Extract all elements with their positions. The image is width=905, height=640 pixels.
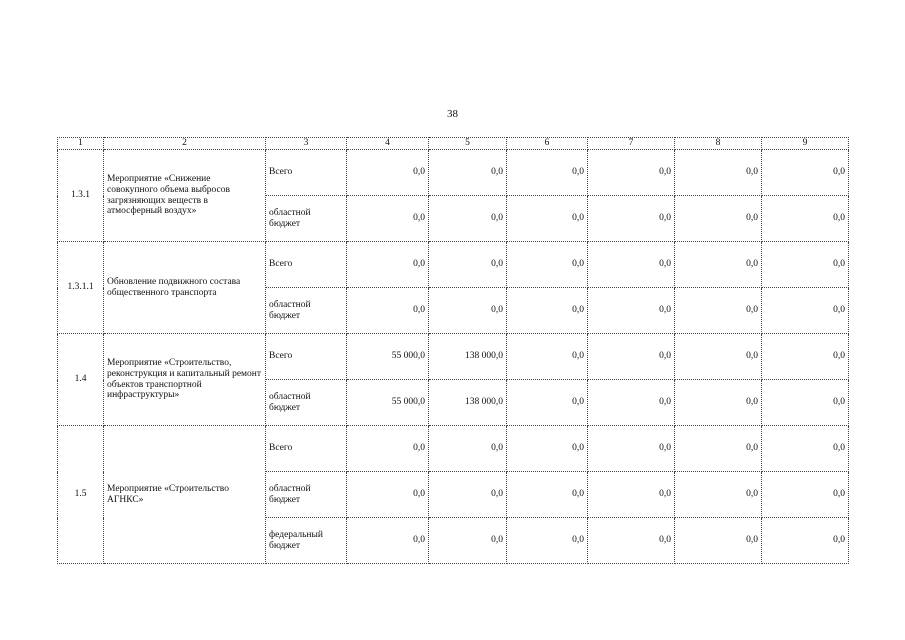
value-cell: 138 000,0	[429, 380, 507, 426]
value-cell: 0,0	[429, 518, 507, 564]
table-body	[58, 138, 849, 564]
value-cell: 0,0	[347, 426, 429, 472]
value-cell: 0,0	[507, 380, 588, 426]
funding-source: федеральный бюджет	[266, 518, 347, 564]
funding-source: областной бюджет	[266, 472, 347, 518]
value-cell: 0,0	[429, 472, 507, 518]
value-cell: 0,0	[347, 150, 429, 196]
value-cell: 0,0	[588, 518, 675, 564]
value-cell: 0,0	[347, 518, 429, 564]
header-cell: 9	[762, 138, 849, 150]
table-header-row	[58, 138, 849, 150]
value-cell: 0,0	[762, 242, 849, 288]
value-cell: 0,0	[507, 518, 588, 564]
item-name: Обновление подвижного состава общественного транспорта	[104, 242, 266, 334]
value-cell: 0,0	[429, 150, 507, 196]
value-cell: 0,0	[429, 242, 507, 288]
value-cell: 0,0	[507, 242, 588, 288]
value-cell: 0,0	[507, 334, 588, 380]
funding-source: Всего	[266, 242, 347, 288]
value-cell: 0,0	[762, 334, 849, 380]
value-cell: 0,0	[588, 242, 675, 288]
header-cell: 8	[675, 138, 762, 150]
value-cell: 0,0	[507, 196, 588, 242]
funding-source: областной бюджет	[266, 196, 347, 242]
header-cell: 3	[266, 138, 347, 150]
value-cell: 0,0	[675, 242, 762, 288]
page-number: 38	[447, 108, 458, 120]
value-cell: 0,0	[588, 380, 675, 426]
value-cell: 0,0	[762, 288, 849, 334]
value-cell: 0,0	[429, 288, 507, 334]
value-cell: 0,0	[762, 426, 849, 472]
value-cell: 0,0	[675, 150, 762, 196]
value-cell: 0,0	[347, 196, 429, 242]
value-cell: 0,0	[588, 426, 675, 472]
budget-table	[57, 137, 849, 564]
funding-source: Всего	[266, 150, 347, 196]
table-row	[58, 242, 849, 288]
header-cell: 5	[429, 138, 507, 150]
header-cell: 7	[588, 138, 675, 150]
header-cell: 1	[58, 138, 104, 150]
value-cell: 0,0	[762, 150, 849, 196]
value-cell: 0,0	[347, 472, 429, 518]
funding-source: Всего	[266, 426, 347, 472]
value-cell: 0,0	[675, 288, 762, 334]
value-cell: 0,0	[588, 472, 675, 518]
value-cell: 0,0	[675, 472, 762, 518]
table-row	[58, 150, 849, 196]
header-cell: 6	[507, 138, 588, 150]
value-cell: 0,0	[762, 380, 849, 426]
funding-source: Всего	[266, 334, 347, 380]
table-row	[58, 426, 849, 472]
item-name: Мероприятие «Строительство АГНКС»	[104, 426, 266, 564]
value-cell: 0,0	[507, 472, 588, 518]
funding-source: областной бюджет	[266, 380, 347, 426]
value-cell: 0,0	[347, 242, 429, 288]
item-code: 1.3.1.1	[58, 242, 104, 334]
item-code: 1.4	[58, 334, 104, 426]
value-cell: 138 000,0	[429, 334, 507, 380]
funding-source: областной бюджет	[266, 288, 347, 334]
header-cell: 4	[347, 138, 429, 150]
table-row	[58, 334, 849, 380]
item-name: Мероприятие «Снижение совокупного объема выбросов загрязняющих веществ в атмосферный воздух»	[104, 150, 266, 242]
value-cell: 0,0	[762, 518, 849, 564]
value-cell: 0,0	[429, 426, 507, 472]
value-cell: 0,0	[347, 288, 429, 334]
value-cell: 0,0	[429, 196, 507, 242]
value-cell: 0,0	[507, 288, 588, 334]
value-cell: 0,0	[588, 196, 675, 242]
value-cell: 0,0	[675, 334, 762, 380]
value-cell: 0,0	[588, 150, 675, 196]
value-cell: 0,0	[507, 150, 588, 196]
value-cell: 0,0	[675, 380, 762, 426]
item-name: Мероприятие «Строительство, реконструкция и капитальный ремонт объектов транспортной инфраструктуры»	[104, 334, 266, 426]
value-cell: 0,0	[675, 196, 762, 242]
value-cell: 55 000,0	[347, 380, 429, 426]
value-cell: 0,0	[762, 472, 849, 518]
value-cell: 0,0	[675, 518, 762, 564]
value-cell: 0,0	[507, 426, 588, 472]
header-cell: 2	[104, 138, 266, 150]
value-cell: 55 000,0	[347, 334, 429, 380]
item-code: 1.5	[58, 426, 104, 564]
value-cell: 0,0	[588, 334, 675, 380]
value-cell: 0,0	[762, 196, 849, 242]
item-code: 1.3.1	[58, 150, 104, 242]
value-cell: 0,0	[675, 426, 762, 472]
value-cell: 0,0	[588, 288, 675, 334]
